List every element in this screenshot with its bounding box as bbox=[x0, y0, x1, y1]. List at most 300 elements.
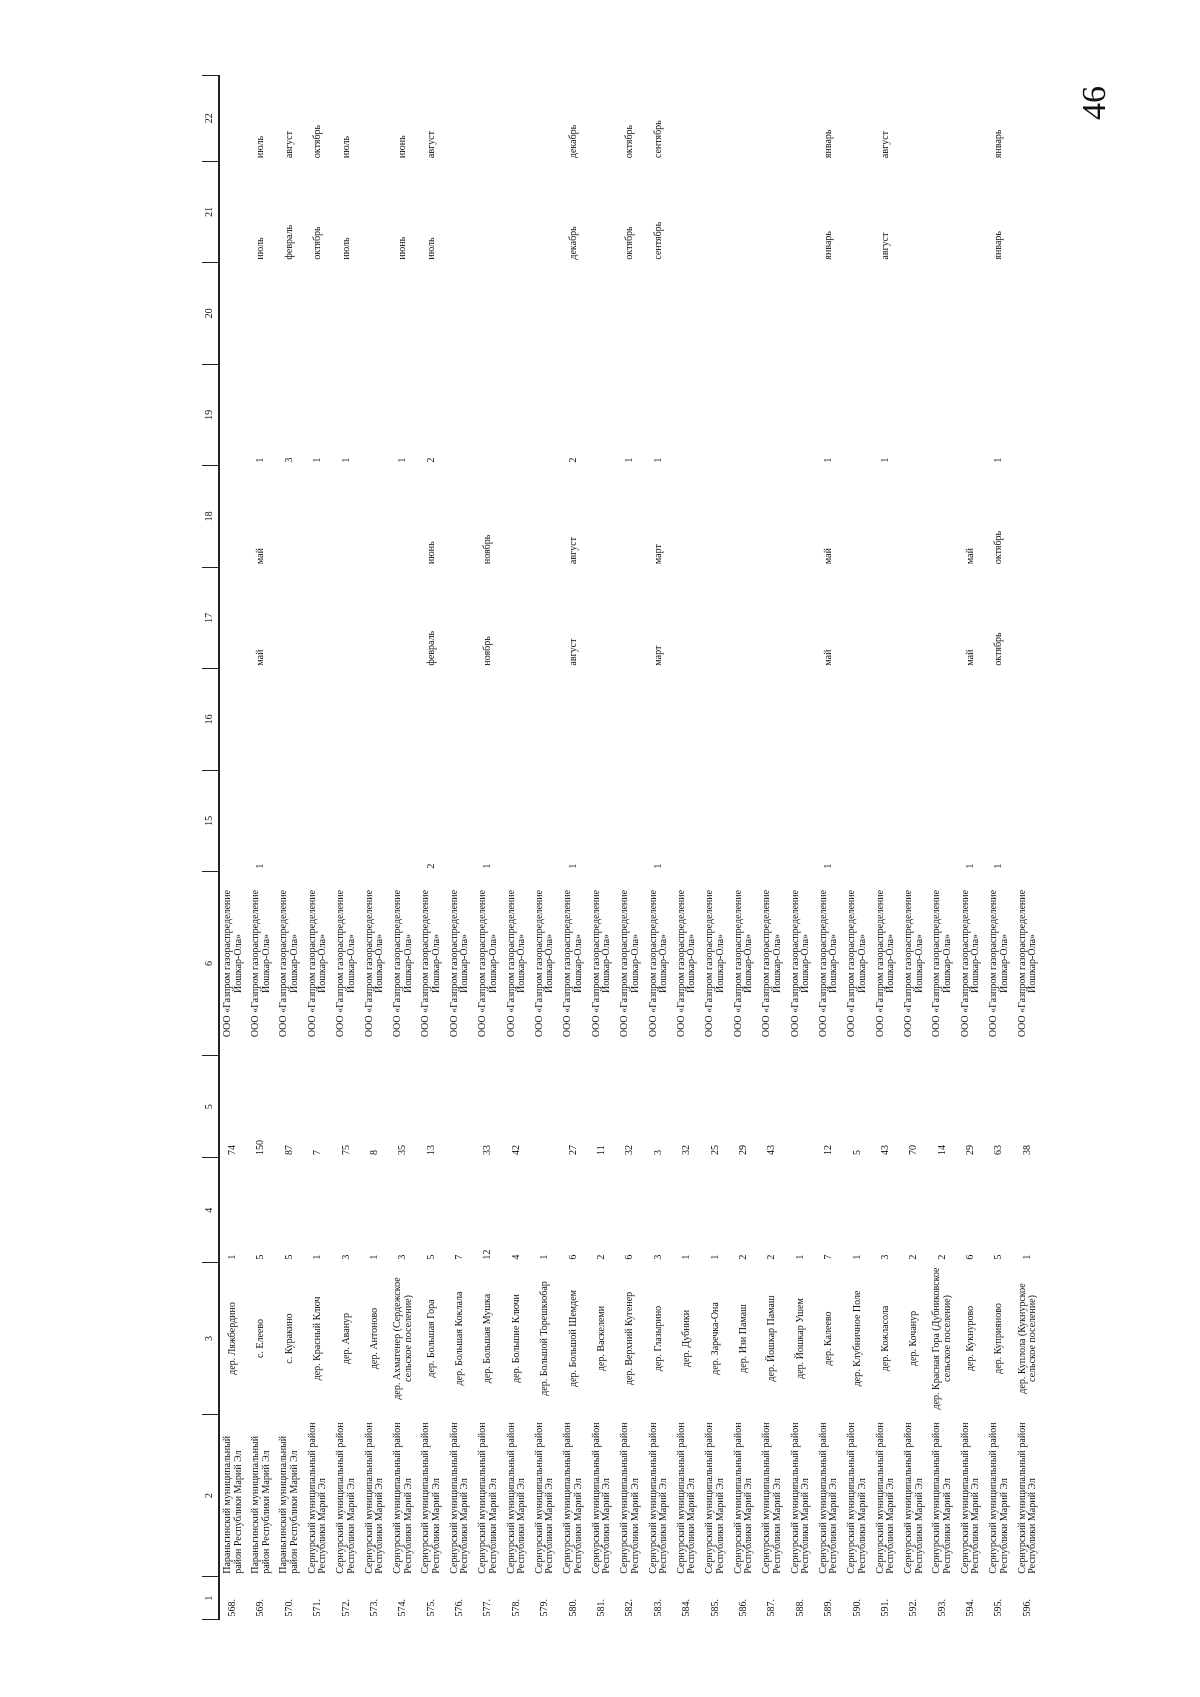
column-header: 18 bbox=[202, 466, 219, 568]
cell-settlement: дер. Кожласола bbox=[879, 1305, 891, 1372]
cell-c21 bbox=[1014, 161, 1042, 263]
cell-c18 bbox=[929, 466, 957, 568]
cell-district: Сернурский муниципальный район Республики Марий Эл bbox=[959, 1422, 982, 1574]
cell-c22: декабрь bbox=[567, 124, 579, 159]
cell-c21 bbox=[531, 161, 559, 263]
column-header: 22 bbox=[202, 76, 219, 162]
cell-c22 bbox=[702, 76, 730, 162]
cell-c22 bbox=[929, 76, 957, 162]
cell-c5: 12 bbox=[823, 1144, 835, 1155]
cell-c21: июль bbox=[255, 237, 267, 260]
cell-district: Сернурский муниципальный район Республики Марий Эл bbox=[931, 1422, 953, 1574]
cell-org: ООО «Газпром газораспределение Йошкар-Ола» bbox=[505, 889, 528, 1038]
cell-district: Сернурский муниципальный район Республики Марий Эл bbox=[505, 1422, 528, 1574]
cell-c20 bbox=[758, 263, 786, 365]
gasification-table bbox=[202, 75, 1042, 1620]
cell-c18 bbox=[531, 466, 559, 568]
cell-org: ООО «Газпром газораспределение Йошкар-Ола» bbox=[903, 889, 925, 1038]
cell-c20 bbox=[503, 263, 531, 365]
cell-c15: 1 bbox=[567, 863, 579, 869]
cell-c19 bbox=[475, 364, 503, 466]
cell-c16 bbox=[616, 669, 644, 771]
cell-c20 bbox=[787, 263, 815, 365]
cell-c15 bbox=[730, 770, 758, 872]
cell-c4: 6 bbox=[965, 1254, 977, 1260]
cell-c22 bbox=[844, 76, 872, 162]
cell-n: 577. bbox=[482, 1599, 494, 1617]
cell-district: Сернурский муниципальный район Республики Марий Эл bbox=[988, 1422, 1010, 1574]
cell-org: ООО «Газпром газораспределение Йошкар-Ола» bbox=[959, 889, 982, 1038]
cell-district: Сернурский муниципальный район Республики Марий Эл bbox=[647, 1422, 670, 1574]
cell-n: 579. bbox=[539, 1599, 551, 1617]
cell-c4: 1 bbox=[368, 1254, 380, 1260]
cell-c20 bbox=[900, 263, 928, 365]
cell-c19: 1 bbox=[255, 457, 267, 463]
cell-c5: 3 bbox=[652, 1149, 664, 1155]
cell-c21 bbox=[446, 161, 474, 263]
cell-org: ООО «Газпром газораспределение Йошкар-Ола» bbox=[562, 889, 584, 1038]
cell-c21 bbox=[702, 161, 730, 263]
cell-c18 bbox=[446, 466, 474, 568]
cell-c19 bbox=[531, 364, 559, 466]
cell-org: ООО «Газпром газораспределение Йошкар-Ола» bbox=[874, 889, 897, 1038]
column-header: 15 bbox=[202, 770, 219, 872]
cell-n: 591. bbox=[879, 1599, 891, 1617]
cell-c21 bbox=[929, 161, 957, 263]
cell-n: 572. bbox=[340, 1599, 352, 1617]
cell-c16 bbox=[844, 669, 872, 771]
cell-c21: октябрь bbox=[312, 226, 324, 260]
cell-c16 bbox=[475, 669, 503, 771]
column-header: 20 bbox=[202, 263, 219, 365]
cell-c15: 1 bbox=[993, 863, 1005, 869]
table-row bbox=[304, 76, 332, 1620]
cell-c16 bbox=[446, 669, 474, 771]
cell-c15: 1 bbox=[482, 863, 494, 869]
cell-c18 bbox=[1014, 466, 1042, 568]
cell-c19: 1 bbox=[993, 457, 1005, 463]
cell-c18 bbox=[361, 466, 389, 568]
cell-c15 bbox=[588, 770, 616, 872]
table-row bbox=[900, 76, 928, 1620]
cell-org: ООО «Газпром газораспределение Йошкар-Ола» bbox=[619, 889, 641, 1038]
cell-settlement: с. Куракино bbox=[283, 1313, 295, 1364]
cell-c21: декабрь bbox=[567, 226, 579, 260]
table-row bbox=[673, 76, 701, 1620]
cell-c21: январь bbox=[993, 231, 1005, 260]
cell-org: ООО «Газпром газораспределение Йошкар-Ола» bbox=[363, 889, 386, 1038]
cell-c21 bbox=[844, 161, 872, 263]
table-row bbox=[702, 76, 730, 1620]
cell-c17 bbox=[673, 567, 701, 669]
cell-n: 587. bbox=[766, 1599, 778, 1617]
cell-c17: март bbox=[652, 645, 664, 666]
cell-district: Сернурский муниципальный район Республики Марий Эл bbox=[619, 1422, 641, 1574]
cell-settlement: дер. Большие Ключи bbox=[510, 1294, 522, 1383]
cell-c19 bbox=[957, 364, 985, 466]
cell-org: ООО «Газпром газораспределение Йошкар-Ола» bbox=[817, 889, 840, 1038]
cell-c4: 2 bbox=[596, 1254, 608, 1260]
table-row bbox=[957, 76, 985, 1620]
cell-c16 bbox=[247, 669, 275, 771]
cell-c15 bbox=[276, 770, 304, 872]
cell-c15 bbox=[673, 770, 701, 872]
table-row bbox=[219, 76, 247, 1620]
cell-settlement: дер. Верхний Кугенер bbox=[624, 1291, 636, 1386]
cell-c4: 7 bbox=[823, 1254, 835, 1260]
cell-c19: 1 bbox=[340, 457, 352, 463]
table-row bbox=[1014, 76, 1042, 1620]
cell-org: ООО «Газпром газораспределение Йошкар-Ола» bbox=[590, 889, 613, 1038]
cell-c15 bbox=[361, 770, 389, 872]
cell-district: Сернурский муниципальный район Республики Марий Эл bbox=[704, 1422, 726, 1574]
cell-c18 bbox=[389, 466, 417, 568]
cell-c5: 29 bbox=[965, 1144, 977, 1155]
cell-c15 bbox=[844, 770, 872, 872]
cell-district: Сернурский муниципальный район Республики Марий Эл bbox=[1016, 1422, 1039, 1574]
cell-c5: 43 bbox=[879, 1144, 891, 1155]
table-row bbox=[503, 76, 531, 1620]
cell-c19: 2 bbox=[425, 457, 437, 463]
cell-c21 bbox=[361, 161, 389, 263]
cell-c16 bbox=[673, 669, 701, 771]
cell-c20 bbox=[986, 263, 1014, 365]
cell-c18: ноябрь bbox=[482, 534, 494, 565]
cell-c19 bbox=[1014, 364, 1042, 466]
cell-district: Сернурский муниципальный район Республики Марий Эл bbox=[306, 1422, 329, 1574]
cell-n: 578. bbox=[510, 1599, 522, 1617]
cell-c4: 1 bbox=[794, 1254, 806, 1260]
cell-settlement: дер. Большой Торешкюбар bbox=[539, 1281, 551, 1396]
cell-n: 584. bbox=[681, 1599, 693, 1617]
cell-c4: 3 bbox=[879, 1254, 891, 1260]
cell-c15 bbox=[758, 770, 786, 872]
cell-c16 bbox=[900, 669, 928, 771]
cell-c17 bbox=[503, 567, 531, 669]
cell-c21 bbox=[219, 161, 247, 263]
cell-c17 bbox=[446, 567, 474, 669]
cell-c4: 1 bbox=[227, 1254, 239, 1260]
table-row bbox=[418, 76, 446, 1620]
cell-c4: 7 bbox=[454, 1254, 466, 1260]
cell-district: Сернурский муниципальный район Республики Марий Эл bbox=[675, 1422, 698, 1574]
cell-c21 bbox=[730, 161, 758, 263]
cell-settlement: дер. Ляжбердино bbox=[227, 1302, 239, 1375]
cell-settlement: дер. Куплола (Кукнурское сельское поселение) bbox=[1016, 1283, 1039, 1394]
cell-c5: 70 bbox=[908, 1144, 920, 1155]
cell-n: 590. bbox=[851, 1599, 863, 1617]
cell-c19: 3 bbox=[283, 457, 295, 463]
cell-c22 bbox=[957, 76, 985, 162]
cell-c22: июль bbox=[340, 135, 352, 159]
cell-c17 bbox=[929, 567, 957, 669]
cell-district: Параньгинский муниципальный район Республики Марий Эл bbox=[222, 1435, 244, 1574]
cell-district: Сернурский муниципальный район Республики Марий Эл bbox=[363, 1422, 386, 1574]
cell-c16 bbox=[560, 669, 588, 771]
cell-c16 bbox=[758, 669, 786, 771]
cell-n: 571. bbox=[312, 1599, 324, 1617]
cell-c4: 5 bbox=[283, 1254, 295, 1260]
cell-c21 bbox=[957, 161, 985, 263]
column-header: 4 bbox=[202, 1158, 219, 1263]
cell-c15 bbox=[304, 770, 332, 872]
table-row bbox=[872, 76, 900, 1620]
cell-org: ООО «Газпром газораспределение Йошкар-Ола» bbox=[789, 889, 811, 1038]
cell-c22: октябрь bbox=[312, 124, 324, 159]
cell-settlement: дер. Большая Гора bbox=[425, 1299, 437, 1378]
cell-c21 bbox=[475, 161, 503, 263]
cell-c18 bbox=[673, 466, 701, 568]
cell-c16 bbox=[702, 669, 730, 771]
cell-n: 573. bbox=[368, 1599, 380, 1617]
cell-c4: 6 bbox=[567, 1254, 579, 1260]
cell-c19 bbox=[758, 364, 786, 466]
cell-c5: 74 bbox=[227, 1144, 239, 1155]
cell-c17 bbox=[361, 567, 389, 669]
cell-c15 bbox=[503, 770, 531, 872]
cell-settlement: дер. Изи Памаш bbox=[737, 1304, 749, 1373]
cell-c17: октябрь bbox=[993, 632, 1005, 666]
cell-c18 bbox=[758, 466, 786, 568]
cell-c19: 2 bbox=[567, 457, 579, 463]
cell-c17: ноябрь bbox=[482, 636, 494, 666]
cell-c19: 1 bbox=[624, 457, 636, 463]
cell-c4: 2 bbox=[908, 1254, 920, 1260]
cell-c4: 2 bbox=[766, 1254, 778, 1260]
cell-c16 bbox=[645, 669, 673, 771]
cell-c20 bbox=[815, 263, 843, 365]
cell-c16 bbox=[531, 669, 559, 771]
cell-n: 582. bbox=[624, 1599, 636, 1617]
column-header: 6 bbox=[202, 872, 219, 1056]
cell-c18 bbox=[503, 466, 531, 568]
cell-c18 bbox=[844, 466, 872, 568]
cell-c20 bbox=[1014, 263, 1042, 365]
cell-district: Сернурский муниципальный район Республики Марий Эл bbox=[874, 1422, 897, 1574]
cell-c18: май bbox=[823, 548, 835, 565]
cell-c20 bbox=[446, 263, 474, 365]
cell-district: Сернурский муниципальный район Республики Марий Эл bbox=[903, 1422, 925, 1574]
cell-c18: март bbox=[652, 544, 664, 565]
cell-c20 bbox=[276, 263, 304, 365]
cell-c20 bbox=[730, 263, 758, 365]
cell-c17 bbox=[333, 567, 361, 669]
cell-n: 592. bbox=[908, 1599, 920, 1617]
column-header: 21 bbox=[202, 161, 219, 263]
cell-c18: май bbox=[255, 548, 267, 565]
cell-org: ООО «Газпром газораспределение Йошкар-Ола» bbox=[448, 889, 471, 1038]
cell-n: 568. bbox=[227, 1599, 239, 1617]
cell-district: Сернурский муниципальный район Республики Марий Эл bbox=[817, 1422, 840, 1574]
cell-settlement: дер. Ахматенер (Сердежское сельское поселение) bbox=[392, 1277, 414, 1400]
cell-c16 bbox=[1014, 669, 1042, 771]
cell-c19 bbox=[929, 364, 957, 466]
cell-c22: январь bbox=[823, 129, 835, 159]
cell-c22 bbox=[503, 76, 531, 162]
cell-c4: 3 bbox=[397, 1254, 409, 1260]
cell-settlement: дер. Калеево bbox=[823, 1311, 835, 1366]
cell-org: ООО «Газпром газораспределение Йошкар-Ола» bbox=[761, 889, 783, 1038]
cell-c22 bbox=[531, 76, 559, 162]
cell-c20 bbox=[673, 263, 701, 365]
cell-c4: 3 bbox=[340, 1254, 352, 1260]
cell-c4: 12 bbox=[482, 1249, 494, 1260]
cell-c22 bbox=[588, 76, 616, 162]
header-row bbox=[202, 76, 219, 1620]
cell-c16 bbox=[815, 669, 843, 771]
column-header: 5 bbox=[202, 1055, 219, 1158]
cell-c21: июль bbox=[425, 237, 437, 260]
cell-c18 bbox=[276, 466, 304, 568]
cell-c17: май bbox=[823, 649, 835, 666]
cell-district: Сернурский муниципальный район Республики Марий Эл bbox=[420, 1422, 442, 1574]
cell-n: 589. bbox=[823, 1599, 835, 1617]
cell-c5: 75 bbox=[340, 1144, 352, 1155]
column-header: 19 bbox=[202, 364, 219, 466]
cell-org: ООО «Газпром газораспределение Йошкар-Ола» bbox=[846, 889, 868, 1038]
cell-c19: 1 bbox=[397, 457, 409, 463]
cell-c16 bbox=[333, 669, 361, 771]
cell-n: 595. bbox=[993, 1599, 1005, 1617]
cell-c18 bbox=[333, 466, 361, 568]
cell-c17 bbox=[702, 567, 730, 669]
cell-c17 bbox=[730, 567, 758, 669]
cell-district: Параньгинский муниципальный район Республики Марий Эл bbox=[250, 1435, 272, 1574]
cell-c20 bbox=[702, 263, 730, 365]
cell-c22: июль bbox=[255, 135, 267, 159]
cell-n: 583. bbox=[652, 1599, 664, 1617]
cell-c18 bbox=[588, 466, 616, 568]
cell-c16 bbox=[787, 669, 815, 771]
cell-c19 bbox=[702, 364, 730, 466]
cell-c15: 1 bbox=[823, 863, 835, 869]
cell-c15 bbox=[900, 770, 928, 872]
cell-c19 bbox=[900, 364, 928, 466]
cell-c4: 1 bbox=[681, 1254, 693, 1260]
cell-c15 bbox=[446, 770, 474, 872]
cell-settlement: дер. Клубничное Поле bbox=[851, 1290, 863, 1387]
cell-c21: июль bbox=[340, 237, 352, 260]
cell-c17 bbox=[531, 567, 559, 669]
cell-settlement: дер. Антоново bbox=[368, 1307, 380, 1370]
cell-c22 bbox=[219, 76, 247, 162]
cell-c18: октябрь bbox=[993, 530, 1005, 565]
cell-c18 bbox=[219, 466, 247, 568]
cell-c18 bbox=[872, 466, 900, 568]
cell-c4: 2 bbox=[737, 1254, 749, 1260]
cell-settlement: дер. Йошкар Памаш bbox=[766, 1295, 778, 1382]
cell-c19 bbox=[219, 364, 247, 466]
cell-org: ООО «Газпром газораспределение Йошкар-Ола» bbox=[647, 889, 670, 1038]
cell-c17 bbox=[844, 567, 872, 669]
cell-c4: 1 bbox=[851, 1254, 863, 1260]
cell-c17: февраль bbox=[425, 630, 437, 666]
cell-c21 bbox=[787, 161, 815, 263]
cell-n: 576. bbox=[454, 1599, 466, 1617]
cell-c4: 5 bbox=[993, 1254, 1005, 1260]
cell-district: Сернурский муниципальный район Республики Марий Эл bbox=[590, 1422, 613, 1574]
cell-c17 bbox=[758, 567, 786, 669]
cell-c20 bbox=[872, 263, 900, 365]
cell-org: ООО «Газпром газораспределение Йошкар-Ола» bbox=[704, 889, 726, 1038]
cell-c16 bbox=[389, 669, 417, 771]
cell-settlement: дер. Красный Ключ bbox=[312, 1296, 324, 1381]
table-row bbox=[758, 76, 786, 1620]
cell-c21: август bbox=[879, 232, 891, 260]
column-header: 3 bbox=[202, 1263, 219, 1415]
cell-c15 bbox=[333, 770, 361, 872]
table-row bbox=[446, 76, 474, 1620]
cell-c20 bbox=[247, 263, 275, 365]
cell-settlement: дер. Красная Гора (Дубниковское сельское поселение) bbox=[931, 1267, 953, 1410]
table-row bbox=[531, 76, 559, 1620]
cell-c4: 5 bbox=[255, 1254, 267, 1260]
cell-c16 bbox=[872, 669, 900, 771]
cell-c5: 8 bbox=[368, 1149, 380, 1155]
cell-settlement: дер. Кочанур bbox=[908, 1310, 920, 1367]
cell-n: 580. bbox=[567, 1599, 579, 1617]
table-row bbox=[645, 76, 673, 1620]
cell-n: 575. bbox=[425, 1599, 437, 1617]
cell-c16 bbox=[503, 669, 531, 771]
cell-n: 594. bbox=[965, 1599, 977, 1617]
cell-c5: 32 bbox=[624, 1144, 636, 1155]
cell-c22: август bbox=[425, 131, 437, 159]
cell-c22 bbox=[758, 76, 786, 162]
cell-c15 bbox=[929, 770, 957, 872]
cell-c20 bbox=[929, 263, 957, 365]
cell-c4: 1 bbox=[312, 1254, 324, 1260]
column-header: 1 bbox=[202, 1577, 219, 1620]
cell-district: Сернурский муниципальный район Республики Марий Эл bbox=[562, 1422, 584, 1574]
cell-c4: 1 bbox=[709, 1254, 721, 1260]
cell-c20 bbox=[475, 263, 503, 365]
table-body bbox=[219, 76, 1042, 1620]
cell-org: ООО «Газпром газораспределение Йошкар-Ола» bbox=[931, 889, 953, 1038]
cell-settlement: дер. Кукнурово bbox=[965, 1305, 977, 1372]
cell-c5: 35 bbox=[397, 1144, 409, 1155]
cell-c16 bbox=[276, 669, 304, 771]
cell-c17 bbox=[1014, 567, 1042, 669]
cell-c5: 87 bbox=[283, 1144, 295, 1155]
cell-c22: август bbox=[879, 131, 891, 159]
cell-c20 bbox=[333, 263, 361, 365]
cell-c4: 4 bbox=[510, 1254, 522, 1260]
cell-c5: 25 bbox=[709, 1144, 721, 1155]
table-row bbox=[787, 76, 815, 1620]
cell-c16 bbox=[957, 669, 985, 771]
cell-c17: август bbox=[567, 638, 579, 666]
cell-c15 bbox=[616, 770, 644, 872]
cell-n: 596. bbox=[1021, 1599, 1033, 1617]
cell-settlement: дер. Васкелеми bbox=[596, 1305, 608, 1372]
cell-c21: февраль bbox=[283, 224, 295, 260]
cell-org: ООО «Газпром газораспределение Йошкар-Ола» bbox=[222, 889, 244, 1038]
cell-settlement: с. Елеево bbox=[255, 1318, 267, 1359]
cell-c21 bbox=[503, 161, 531, 263]
cell-n: 586. bbox=[737, 1599, 749, 1617]
cell-org: ООО «Газпром газораспределение Йошкар-Ола» bbox=[732, 889, 755, 1038]
cell-c4: 3 bbox=[652, 1254, 664, 1260]
cell-district: Сернурский муниципальный район Республики Марий Эл bbox=[335, 1422, 357, 1574]
table-row bbox=[361, 76, 389, 1620]
cell-c22 bbox=[446, 76, 474, 162]
cell-n: 574. bbox=[397, 1599, 409, 1617]
cell-org: ООО «Газпром газораспределение Йошкар-Ола» bbox=[278, 889, 300, 1038]
cell-c21 bbox=[900, 161, 928, 263]
cell-c19 bbox=[730, 364, 758, 466]
cell-c4: 6 bbox=[624, 1254, 636, 1260]
